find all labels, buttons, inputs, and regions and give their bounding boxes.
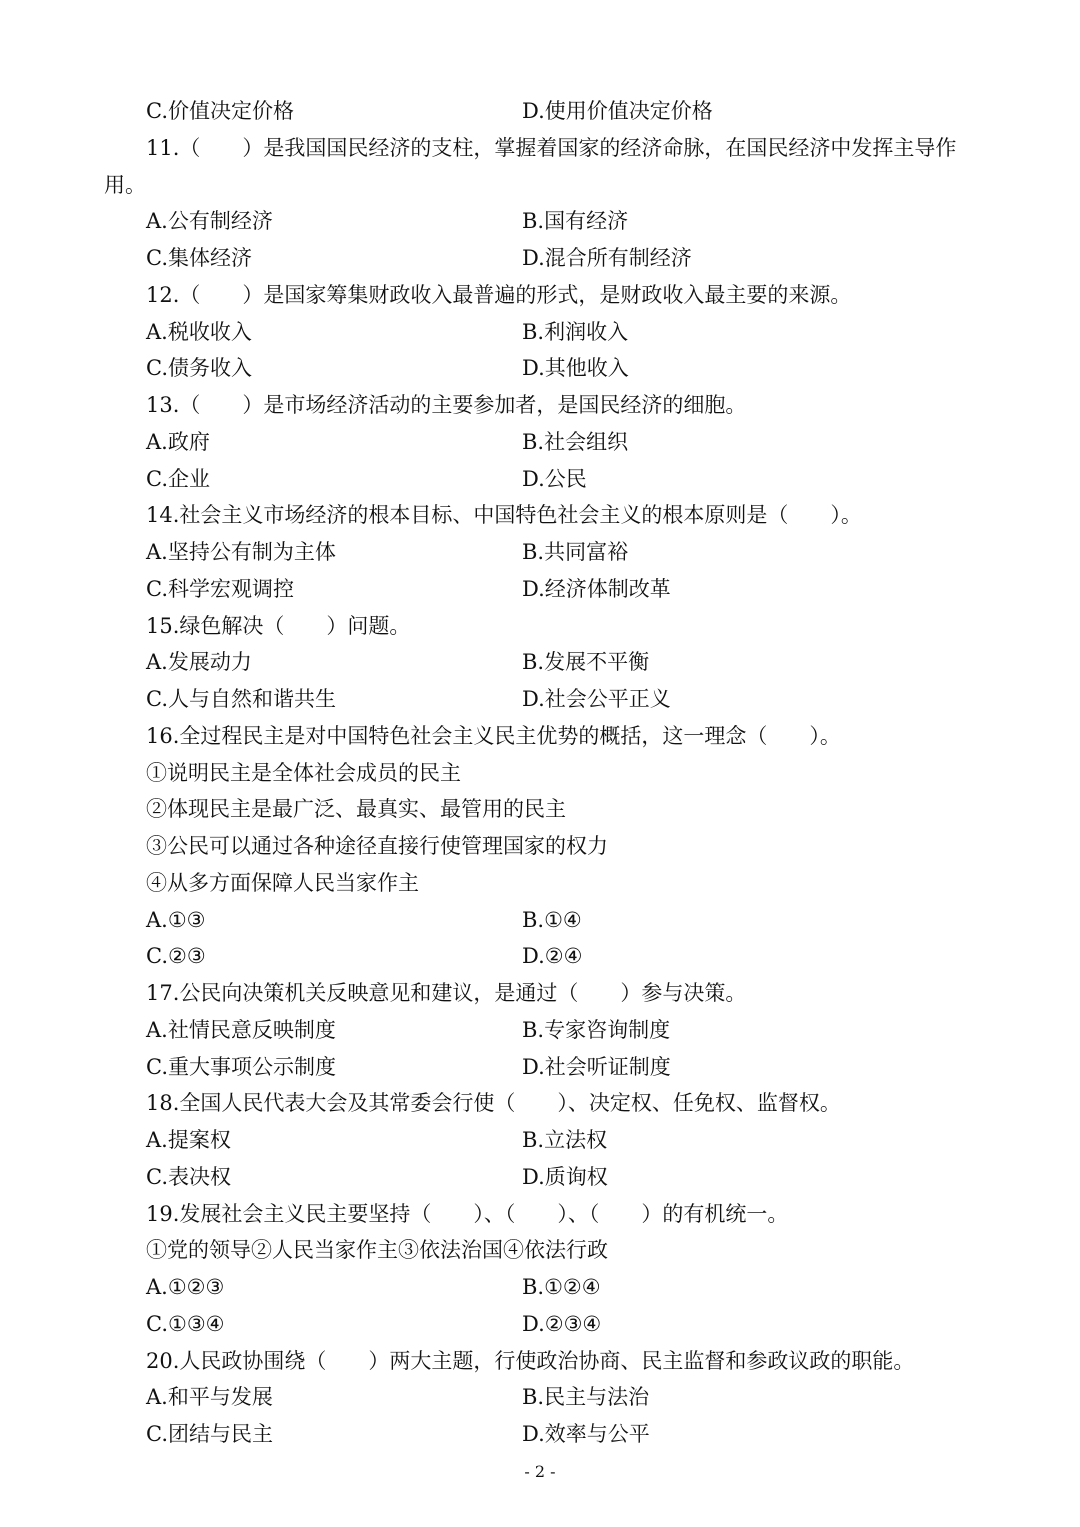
option-text: C.团结与民主 [146,1422,273,1446]
option-text: B.专家咨询制度 [522,1017,671,1042]
question-text: ①说明民主是全体社会成员的民主 [146,760,461,785]
option-text: A.①②③ [146,1275,225,1299]
option-text: B.利润收入 [522,319,629,344]
option-text: A.发展动力 [146,650,252,675]
question-text: 19.发展社会主义民主要坚持（ ）、（ ）、（ ）的有机统一。 [146,1201,789,1226]
option-text: C.②③ [146,944,206,969]
option-text: C.企业 [146,466,210,491]
option-text: B.①②④ [522,1275,601,1299]
option-text: A.坚持公有制为主体 [146,540,336,564]
question-text: 17.公民向决策机关反映意见和建议，是通过（ ）参与决策。 [146,981,747,1005]
option-text: C.集体经济 [146,246,252,270]
question-text: ①党的领导②人民当家作主③依法治国④依法行政 [146,1238,608,1263]
option-text: B.国有经济 [522,209,629,234]
option-text: D.使用价值决定价格 [522,99,713,123]
option-text: C.①③④ [146,1311,225,1336]
option-text: D.效率与公平 [522,1422,650,1446]
option-text: B.①④ [522,907,582,932]
option-text: D.质询权 [522,1164,608,1189]
question-text: 20.人民政协围绕（ ）两大主题，行使政治协商、民主监督和参政议政的职能。 [146,1348,915,1373]
option-text: D.经济体制改革 [522,576,671,601]
option-text: C.科学宏观调控 [146,576,294,601]
option-text: A.政府 [146,429,210,454]
question-text: ③公民可以通过各种途径直接行使管理国家的权力 [146,834,608,858]
option-text: B.民主与法治 [522,1385,650,1410]
option-text: C.价值决定价格 [146,99,294,123]
option-text: D.②④ [522,944,583,969]
option-text: C.人与自然和谐共生 [146,687,336,711]
question-text: 18.全国人民代表大会及其常委会行使（ ）、决定权、任免权、监督权。 [146,1091,841,1116]
option-text: C.表决权 [146,1164,231,1189]
option-text: D.②③④ [522,1311,602,1336]
option-text: A.和平与发展 [146,1385,273,1410]
question-text: 11.（ ）是我国国民经济的支柱，掌握着国家的经济命脉，在国民经济中发挥主导作 [146,135,957,160]
option-text: B.共同富裕 [522,540,629,564]
option-text: D.社会公平正义 [522,687,671,711]
question-text: 13.（ ）是市场经济活动的主要参加者，是国民经济的细胞。 [146,393,747,417]
option-text: A.①③ [146,907,206,932]
option-text: D.公民 [522,466,587,491]
option-text: A.社情民意反映制度 [146,1017,336,1042]
option-text: D.混合所有制经济 [522,246,692,270]
question-continuation: 用。 [104,172,146,197]
option-text: A.公有制经济 [146,209,273,234]
option-text: C.债务收入 [146,356,252,381]
option-text: D.其他收入 [522,356,629,381]
question-text: 12.（ ）是国家筹集财政收入最普遍的形式，是财政收入最主要的来源。 [146,282,852,307]
option-text: B.社会组织 [522,429,629,454]
question-text: 15.绿色解决（ ）问题。 [146,613,411,638]
option-text: B.发展不平衡 [522,650,650,675]
option-text: A.提案权 [146,1128,231,1152]
question-text: 14.社会主义市场经济的根本目标、中国特色社会主义的根本原则是（ ）。 [146,503,862,528]
option-text: D.社会听证制度 [522,1054,671,1079]
option-text: C.重大事项公示制度 [146,1054,336,1079]
question-text: ②体现民主是最广泛、最真实、最管用的民主 [146,797,566,822]
question-text: 16.全过程民主是对中国特色社会主义民主优势的概括，这一理念（ ）。 [146,723,841,748]
option-text: B.立法权 [522,1128,608,1152]
option-text: A.税收收入 [146,319,252,344]
question-text: ④从多方面保障人民当家作主 [146,870,419,895]
page-number: - 2 - [524,1462,556,1481]
